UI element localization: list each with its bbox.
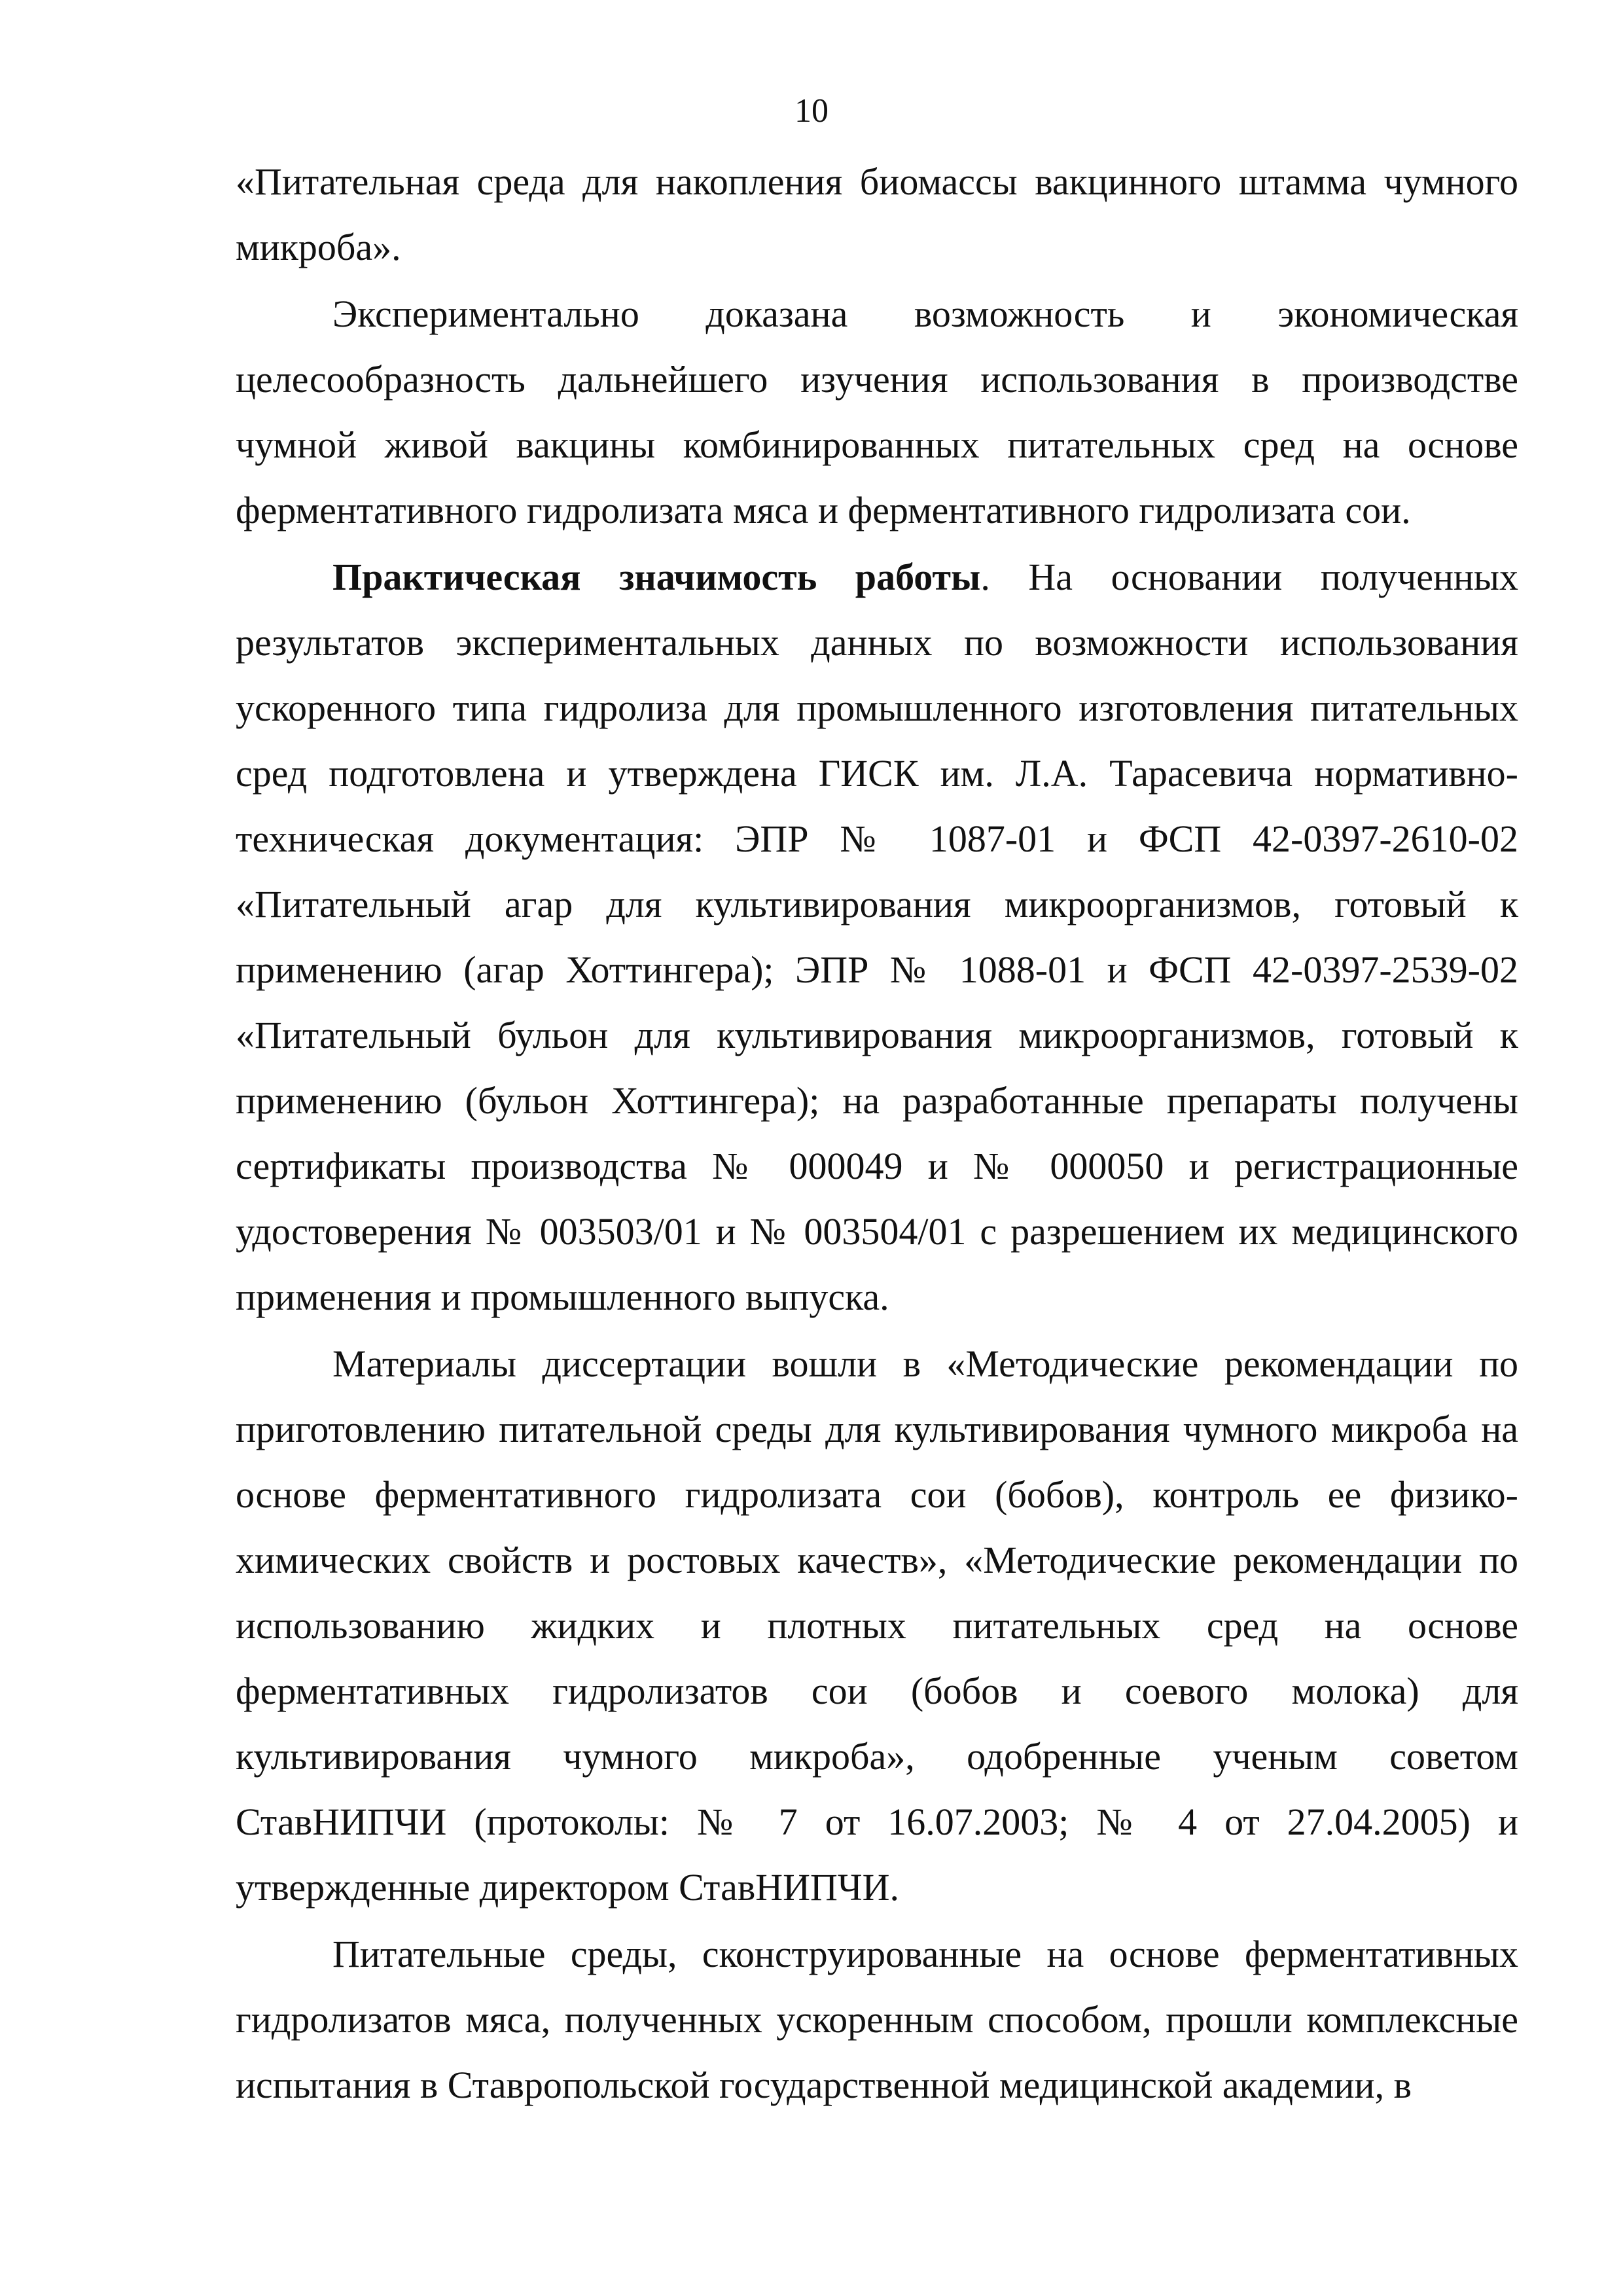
paragraph-dissertation-materials: Материалы диссертации вошли в «Методические рекомендации по приготовлению питательной среды для культивирования чумного микроба на основе ферментативного гидролизата сои (бобов), контроль ее физико-химических свойств и ростовых качеств», «Методические рекомендации по использованию жидких и плотных питательных сред на основе ферментативных гидролизатов сои (бобов и соевого молока) для культивирования чумного микроба», одобренные ученым советом СтавНИПЧИ (протоколы: № 7 от 16.07.2003; № 4 от 27.04.2005) и утвержденные директором СтавНИПЧИ. bbox=[236, 1342, 1518, 1909]
paragraph-practical-significance bbox=[236, 545, 1518, 1330]
page-number: 10 bbox=[794, 92, 829, 130]
practical-significance-heading: Практическая значимость работы bbox=[332, 556, 981, 598]
paragraph-experimental-evidence: Экспериментально доказана возможность и экономическая целесообразность дальнейшего изучения использования в производстве чумной живой вакцины комбинированных питательных сред на основе ферментативного гидролизата мяса и ферментативного гидролизата сои. bbox=[236, 293, 1518, 531]
paragraph-continuation: «Питательная среда для накопления биомассы вакцинного штамма чумного микроба». bbox=[236, 160, 1518, 268]
practical-significance-text: . На основании полученных результатов экспериментальных данных по возможности использования ускоренного типа гидролиза для промышленного изготовления питательных сред подготовлена и утверждена ГИСК им. Л.А. Тарасевича нормативно-техническая документация: ЭПР № 1087-01 и ФСП 42-0397-2610-02 «Питательный агар для культивирования микроорганизмов, готовый к применению (агар Хоттингера); ЭПР № 1088-01 и ФСП 42-0397-2539-02 «Питательный бульон для культивирования микроорганизмов, готовый к применению (бульон Хоттингера); на разработанные препараты получены сертификаты производства № 000049 и № 000050 и регистрационные удостоверения № 003503/01 и № 003504/01 с разрешением их медицинского применения и промышленного выпуска. bbox=[236, 556, 1519, 1318]
paragraph-nutrient-media-trials: Питательные среды, сконструированные на основе ферментативных гидролизатов мяса, полученных ускоренным способом, прошли комплексные испытания в Ставропольской государственной медицинской академии, в bbox=[236, 1933, 1518, 2106]
document-body bbox=[236, 149, 1518, 2118]
